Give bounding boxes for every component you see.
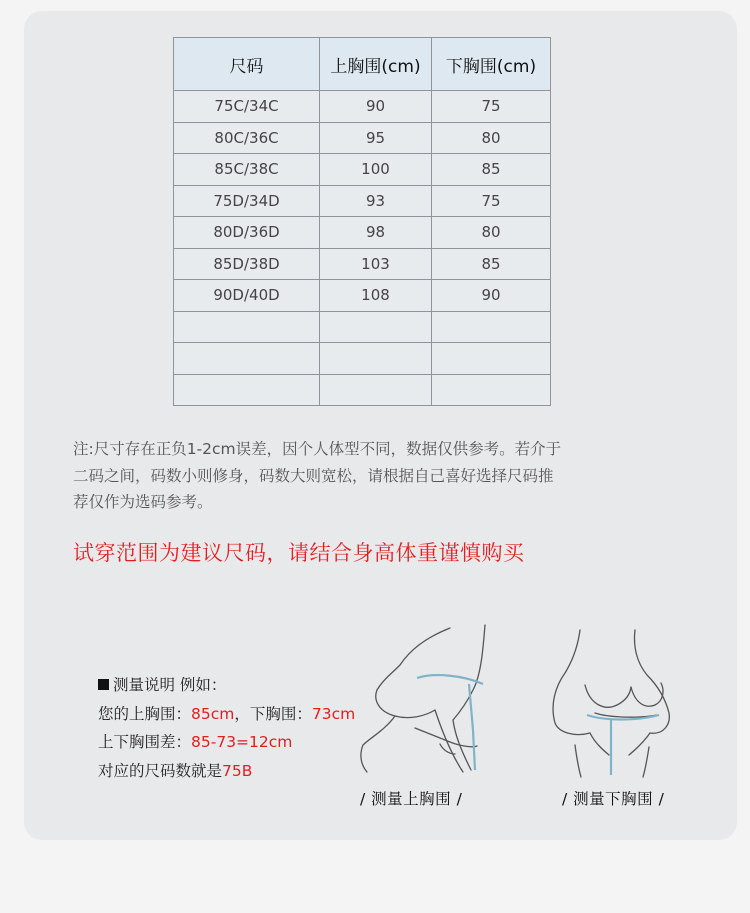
cell-upper <box>320 311 432 343</box>
size-chart-table <box>173 37 551 406</box>
table-row <box>174 154 551 186</box>
cell-size: 85D/38D <box>174 248 320 280</box>
cell-under: 85 <box>432 154 551 186</box>
cell-size: 90D/40D <box>174 280 320 312</box>
cell-upper: 93 <box>320 185 432 217</box>
cell-upper <box>320 343 432 375</box>
cell-under <box>432 311 551 343</box>
cell-under <box>432 343 551 375</box>
cell-size: 80C/36C <box>174 122 320 154</box>
upper-bust-illustration <box>355 620 505 780</box>
cell-upper: 100 <box>320 154 432 186</box>
table-row <box>174 217 551 249</box>
size-note <box>73 436 633 516</box>
header-under-bust: 下胸围(cm) <box>432 38 551 91</box>
cell-upper: 90 <box>320 91 432 123</box>
note-line: 荐仅作为选码参考。 <box>73 493 213 511</box>
table-row <box>174 122 551 154</box>
cell-under: 85 <box>432 248 551 280</box>
difference-value: 85-73=12cm <box>191 733 293 751</box>
note-line: 注:尺寸存在正负1-2cm误差，因个人体型不同，数据仅供参考。若介于 <box>73 440 562 458</box>
result-label: 对应的尺码数就是 <box>98 761 223 780</box>
cell-under: 80 <box>432 122 551 154</box>
example-bust-line <box>98 700 355 729</box>
table-row-empty <box>174 343 551 375</box>
table-row <box>174 91 551 123</box>
cell-size: 80D/36D <box>174 217 320 249</box>
upper-bust-label: 您的上胸围： <box>98 704 192 723</box>
difference-label: 上下胸围差： <box>98 733 192 751</box>
measurement-example <box>98 671 355 785</box>
cell-under: 75 <box>432 185 551 217</box>
cell-under: 80 <box>432 217 551 249</box>
example-result-line <box>98 757 355 786</box>
header-size: 尺码 <box>174 38 320 91</box>
cell-size <box>174 343 320 375</box>
table-header-row <box>174 38 551 91</box>
header-upper-bust: 上胸围(cm) <box>320 38 432 91</box>
caption-under-bust: / 测量下胸围 / <box>562 790 665 808</box>
under-bust-label: ，下胸围： <box>234 704 312 723</box>
cell-size <box>174 374 320 406</box>
cell-upper: 108 <box>320 280 432 312</box>
under-bust-illustration <box>545 625 680 780</box>
caption-upper-bust: / 测量上胸围 / <box>360 790 463 808</box>
cell-upper: 98 <box>320 217 432 249</box>
cell-under: 90 <box>432 280 551 312</box>
example-diff-line <box>98 728 355 757</box>
fitting-notice: 试穿范围为建议尺码，请结合身高体重谨慎购买 <box>73 541 525 565</box>
cell-upper: 103 <box>320 248 432 280</box>
cell-upper <box>320 374 432 406</box>
table-row <box>174 280 551 312</box>
table-row-empty <box>174 374 551 406</box>
example-title-line <box>98 671 355 700</box>
table-row-empty <box>174 311 551 343</box>
cell-size: 85C/38C <box>174 154 320 186</box>
cell-size <box>174 311 320 343</box>
upper-bust-value: 85cm <box>191 704 235 723</box>
example-title: 测量说明 例如： <box>113 676 227 694</box>
under-bust-value: 73cm <box>311 704 356 723</box>
cell-upper: 95 <box>320 122 432 154</box>
square-bullet-icon <box>98 679 109 690</box>
cell-size: 75D/34D <box>174 185 320 217</box>
table-row <box>174 248 551 280</box>
cell-under: 75 <box>432 91 551 123</box>
result-value: 75B <box>222 761 253 780</box>
table-row <box>174 185 551 217</box>
note-line: 二码之间，码数小则修身，码数大则宽松，请根据自己喜好选择尺码推 <box>73 466 554 485</box>
cell-size: 75C/34C <box>174 91 320 123</box>
cell-under <box>432 374 551 406</box>
